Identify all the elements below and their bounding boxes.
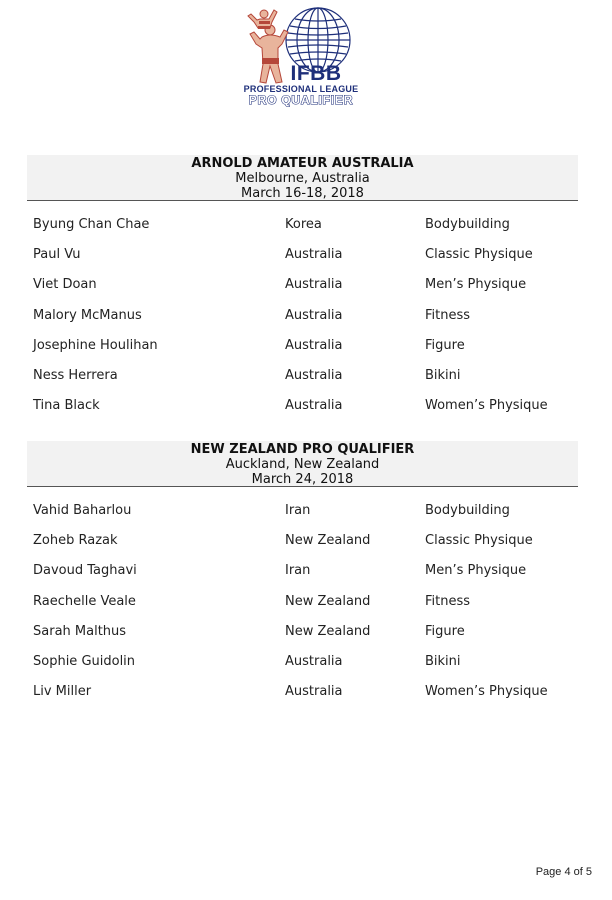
athlete-division: Fitness [425, 594, 471, 609]
athlete-division: Fitness [425, 308, 471, 323]
athlete-row [33, 247, 578, 265]
athlete-division: Figure [425, 338, 465, 353]
athlete-country: Australia [285, 338, 343, 353]
athlete-country: Australia [285, 654, 343, 669]
athlete-name: Tina Black [33, 398, 100, 413]
logo-tagline: PRO QUALIFIER [248, 93, 354, 107]
athlete-name: Liv Miller [33, 684, 92, 699]
athlete-name: Malory McManus [33, 308, 142, 323]
athlete-country: Iran [285, 503, 311, 518]
athlete-row [33, 217, 578, 235]
athlete-division: Men’s Physique [425, 277, 527, 292]
event-date: March 16-18, 2018 [241, 186, 364, 201]
athlete-country: Australia [285, 308, 343, 323]
event-location: Melbourne, Australia [235, 171, 370, 186]
athlete-row [33, 398, 578, 416]
athlete-name: Sophie Guidolin [33, 654, 136, 669]
event-date: March 24, 2018 [251, 472, 354, 487]
athlete-division: Bodybuilding [425, 503, 510, 518]
athlete-division: Women’s Physique [425, 684, 548, 699]
logo-brand: IFBB [290, 62, 342, 85]
page-number: Page 4 of 5 [535, 866, 592, 878]
athlete-row [33, 624, 578, 642]
athlete-division: Men’s Physique [425, 563, 527, 578]
event-header [27, 441, 578, 487]
athlete-country: Australia [285, 277, 343, 292]
athlete-row [33, 308, 578, 326]
event-title: ARNOLD AMATEUR AUSTRALIA [191, 156, 414, 171]
athlete-name: Davoud Taghavi [33, 563, 137, 578]
athlete-country: Australia [285, 368, 343, 383]
athlete-name: Vahid Baharlou [33, 503, 132, 518]
athlete-row [33, 684, 578, 702]
athlete-row [33, 368, 578, 386]
athlete-name: Ness Herrera [33, 368, 118, 383]
athlete-row [33, 654, 578, 672]
athlete-name: Sarah Malthus [33, 624, 127, 639]
athlete-name: Zoheb Razak [33, 533, 118, 548]
ifbb-pro-qualifier-logo [236, 4, 366, 108]
athlete-name: Josephine Houlihan [33, 338, 158, 353]
athlete-country: Korea [285, 217, 322, 232]
athlete-name: Viet Doan [33, 277, 97, 292]
logo-subtitle: PROFESSIONAL LEAGUE [243, 84, 359, 94]
athlete-country: Australia [285, 684, 343, 699]
athlete-row [33, 338, 578, 356]
athlete-division: Women’s Physique [425, 398, 548, 413]
event-title: NEW ZEALAND PRO QUALIFIER [190, 442, 415, 457]
athlete-country: Australia [285, 398, 343, 413]
athlete-row [33, 533, 578, 551]
athlete-row [33, 503, 578, 521]
athlete-country: New Zealand [285, 624, 371, 639]
athlete-country: New Zealand [285, 594, 371, 609]
athlete-division: Bodybuilding [425, 217, 510, 232]
athlete-division: Bikini [425, 368, 461, 383]
athlete-name: Byung Chan Chae [33, 217, 150, 232]
event-location: Auckland, New Zealand [225, 457, 380, 472]
athlete-division: Classic Physique [425, 533, 533, 548]
athlete-division: Bikini [425, 654, 461, 669]
athlete-country: Australia [285, 247, 343, 262]
athlete-row [33, 563, 578, 581]
athlete-row [33, 277, 578, 295]
athlete-name: Paul Vu [33, 247, 81, 262]
athlete-row [33, 594, 578, 612]
athlete-country: Iran [285, 563, 311, 578]
athlete-division: Figure [425, 624, 465, 639]
athlete-name: Raechelle Veale [33, 594, 136, 609]
event-header [27, 155, 578, 201]
athlete-country: New Zealand [285, 533, 371, 548]
athlete-division: Classic Physique [425, 247, 533, 262]
